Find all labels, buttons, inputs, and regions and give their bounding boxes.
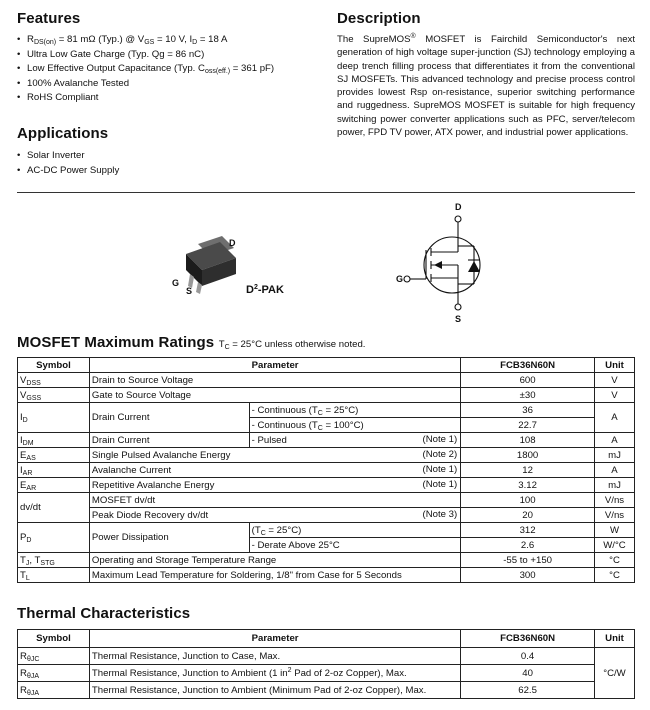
value-cell: 62.5 bbox=[461, 682, 595, 699]
n-channel-mosfet-symbol-icon bbox=[396, 202, 516, 330]
header-parameter: Parameter bbox=[89, 358, 460, 373]
ratings-heading bbox=[17, 334, 365, 352]
table-row bbox=[18, 568, 635, 583]
note-label: (Note 2) bbox=[422, 449, 458, 460]
value-cell: 0.4 bbox=[461, 648, 595, 665]
applications-list bbox=[17, 149, 119, 178]
applications-section bbox=[17, 125, 119, 178]
condition-cell: - Pulsed (Note 1) bbox=[249, 433, 461, 448]
unit-cell: °C bbox=[595, 568, 635, 583]
unit-cell: A bbox=[595, 433, 635, 448]
thermal-table bbox=[17, 629, 635, 699]
table-row bbox=[18, 433, 635, 448]
schematic-pin-s: S bbox=[455, 314, 462, 324]
symbol-cell: $P_D$ bbox=[18, 523, 90, 553]
description-title: Description bbox=[337, 10, 421, 27]
symbol-cell: $T_J$, $T_{STG}$ bbox=[18, 553, 90, 568]
symbol-cell: $E_{AR}$ bbox=[18, 478, 90, 493]
feature-item: • $R_{DS(on)} = 81$ mΩ (Typ.) @ $V_{GS} = 10$ V, $I_D = 18$ A bbox=[17, 33, 274, 48]
note-label: (Note 1) bbox=[422, 464, 458, 475]
value-cell: -55 to +150 bbox=[461, 553, 595, 568]
thermal-title: Thermal Characteristics bbox=[17, 605, 191, 622]
symbol-cell: $V_{GSS}$ bbox=[18, 388, 90, 403]
note-label: (Note 1) bbox=[422, 434, 458, 445]
features-title: Features bbox=[17, 10, 81, 27]
table-row bbox=[18, 373, 635, 388]
schematic-pin-g: G bbox=[396, 274, 404, 284]
unit-cell: V bbox=[595, 388, 635, 403]
condition-cell: - Continuous $(T_C = 25^\circ C)$ bbox=[249, 403, 461, 418]
section-divider bbox=[17, 192, 635, 193]
unit-cell: W bbox=[595, 523, 635, 538]
mosfet-schematic bbox=[396, 202, 516, 330]
header-part: FCB36N60N bbox=[461, 358, 595, 373]
parameter-cell: Peak Diode Recovery dv/dt (Note 3) bbox=[89, 508, 460, 523]
value-cell: ±30 bbox=[461, 388, 595, 403]
parameter-cell: Single Pulsed Avalanche Energy (Note 2) bbox=[89, 448, 460, 463]
unit-cell: mJ bbox=[595, 478, 635, 493]
package-pin-d: D bbox=[229, 238, 236, 248]
ratings-condition: $T_C = 25^\circ C$ unless otherwise noted. bbox=[218, 339, 366, 351]
unit-cell: °C bbox=[595, 553, 635, 568]
header-unit: Unit bbox=[595, 358, 635, 373]
application-item: • Solar Inverter bbox=[17, 149, 119, 164]
header-symbol: Symbol bbox=[18, 358, 90, 373]
ratings-title: MOSFET Maximum Ratings bbox=[17, 334, 215, 351]
symbol-cell: $E_{AS}$ bbox=[18, 448, 90, 463]
header-part: FCB36N60N bbox=[461, 630, 595, 648]
description-section bbox=[337, 10, 635, 139]
package-pin-s: S bbox=[186, 286, 193, 296]
parameter-cell: MOSFET dv/dt bbox=[89, 493, 460, 508]
package-illustration bbox=[160, 230, 310, 310]
feature-item: • Ultra Low Gate Charge (Typ. Qg = 86 nC) bbox=[17, 48, 274, 63]
header-symbol: Symbol bbox=[18, 630, 90, 648]
package-label: $D^2$-PAK bbox=[246, 284, 284, 296]
symbol-cell: $R_{\theta JA}$ bbox=[18, 682, 90, 699]
parameter-cell: Power Dissipation bbox=[89, 523, 249, 553]
table-row bbox=[18, 553, 635, 568]
condition-cell: $(T_C = 25^\circ C)$ bbox=[249, 523, 461, 538]
unit-cell: V/ns bbox=[595, 493, 635, 508]
description-text: The SupreMOS® MOSFET is Fairchild Semiconductor's next generation of high voltage super-junction (SJ) technology employing a deep trench filling process that differentiates it from the conventional SJ MOSFETs. This advanced technology and precise process control provides lowest Rsp on-resistance, superior switching performance and ruggedness. SupreMOS MOSFET is suitable for high frequency switching power converter applications such as PFC, server/telecom power, FPD TV power, ATX power, and industrial power applications. bbox=[337, 33, 635, 139]
symbol-cell: dv/dt bbox=[18, 493, 90, 523]
features-list bbox=[17, 33, 274, 106]
table-header-row bbox=[18, 630, 635, 648]
table-row bbox=[18, 493, 635, 508]
unit-cell: A bbox=[595, 403, 635, 433]
feature-item: • 100% Avalanche Tested bbox=[17, 77, 274, 92]
parameter-cell: Thermal Resistance, Junction to Case, Max. bbox=[89, 648, 460, 665]
value-cell: 12 bbox=[461, 463, 595, 478]
value-cell: 600 bbox=[461, 373, 595, 388]
symbol-cell: $R_{\theta JA}$ bbox=[18, 665, 90, 682]
applications-title: Applications bbox=[17, 125, 109, 142]
table-row bbox=[18, 463, 635, 478]
unit-cell: A bbox=[595, 463, 635, 478]
parameter-cell: Drain to Source Voltage bbox=[89, 373, 460, 388]
note-label: (Note 3) bbox=[422, 509, 458, 520]
value-cell: 300 bbox=[461, 568, 595, 583]
parameter-cell: Thermal Resistance, Junction to Ambient (Minimum Pad of 2-oz Copper), Max. bbox=[89, 682, 460, 699]
table-row bbox=[18, 682, 635, 699]
table-row bbox=[18, 448, 635, 463]
ratings-table bbox=[17, 357, 635, 583]
symbol-cell: $R_{\theta JC}$ bbox=[18, 648, 90, 665]
header-unit: Unit bbox=[595, 630, 635, 648]
table-row bbox=[18, 508, 635, 523]
unit-cell: mJ bbox=[595, 448, 635, 463]
package-pin-g: G bbox=[172, 278, 180, 288]
condition-cell: - Derate Above 25°C bbox=[249, 538, 461, 553]
table-row bbox=[18, 478, 635, 493]
feature-item: • RoHS Compliant bbox=[17, 91, 274, 106]
table-row bbox=[18, 523, 635, 538]
value-cell: 3.12 bbox=[461, 478, 595, 493]
symbol-cell: $I_{DM}$ bbox=[18, 433, 90, 448]
symbol-cell: $I_{AR}$ bbox=[18, 463, 90, 478]
unit-cell: W/°C bbox=[595, 538, 635, 553]
thermal-heading bbox=[17, 605, 190, 622]
table-row bbox=[18, 665, 635, 682]
value-cell: 312 bbox=[461, 523, 595, 538]
symbol-cell: $T_L$ bbox=[18, 568, 90, 583]
value-cell: 108 bbox=[461, 433, 595, 448]
symbol-cell: $I_D$ bbox=[18, 403, 90, 433]
condition-cell: - Continuous $(T_C = 100^\circ C)$ bbox=[249, 418, 461, 433]
value-cell: 40 bbox=[461, 665, 595, 682]
unit-cell: V/ns bbox=[595, 508, 635, 523]
feature-item: • Low Effective Output Capacitance (Typ. $C_{oss(eff.)} = 361$ pF) bbox=[17, 62, 274, 77]
note-label: (Note 1) bbox=[422, 479, 458, 490]
header-parameter: Parameter bbox=[89, 630, 460, 648]
unit-cell: °C/W bbox=[595, 648, 635, 699]
parameter-cell: Operating and Storage Temperature Range bbox=[89, 553, 460, 568]
parameter-cell: Thermal Resistance, Junction to Ambient (1 $in^2$ Pad of 2-oz Copper), Max. bbox=[89, 665, 460, 682]
value-cell: 2.6 bbox=[461, 538, 595, 553]
parameter-cell: Repetitive Avalanche Energy (Note 1) bbox=[89, 478, 460, 493]
parameter-cell: Gate to Source Voltage bbox=[89, 388, 460, 403]
table-header-row bbox=[18, 358, 635, 373]
value-cell: 36 bbox=[461, 403, 595, 418]
table-row bbox=[18, 648, 635, 665]
value-cell: 1800 bbox=[461, 448, 595, 463]
features-section bbox=[17, 10, 274, 106]
parameter-cell: Maximum Lead Temperature for Soldering, 1/8" from Case for 5 Seconds bbox=[89, 568, 460, 583]
symbol-cell: $V_{DSS}$ bbox=[18, 373, 90, 388]
parameter-cell: Avalanche Current (Note 1) bbox=[89, 463, 460, 478]
unit-cell: V bbox=[595, 373, 635, 388]
table-row bbox=[18, 388, 635, 403]
schematic-pin-d: D bbox=[455, 202, 462, 212]
value-cell: 22.7 bbox=[461, 418, 595, 433]
value-cell: 100 bbox=[461, 493, 595, 508]
value-cell: 20 bbox=[461, 508, 595, 523]
parameter-cell: Drain Current bbox=[89, 403, 249, 433]
parameter-cell: Drain Current bbox=[89, 433, 249, 448]
table-row bbox=[18, 403, 635, 418]
application-item: • AC-DC Power Supply bbox=[17, 164, 119, 179]
